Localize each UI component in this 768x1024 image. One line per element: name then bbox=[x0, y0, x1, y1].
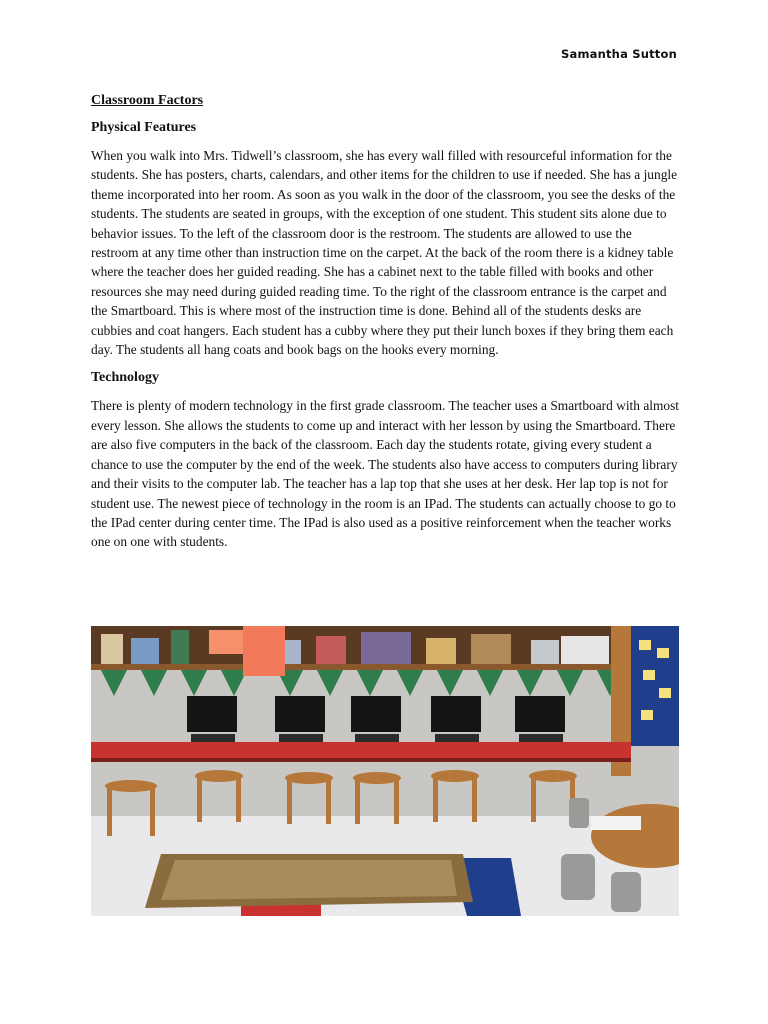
photo-bulletin-board bbox=[631, 626, 679, 746]
document-body bbox=[91, 93, 681, 563]
photo-wall-sign bbox=[243, 626, 285, 676]
classroom-photo bbox=[91, 626, 679, 916]
document-title: Classroom Factors bbox=[91, 93, 204, 108]
photo-shelf-board bbox=[91, 664, 631, 670]
paragraph-technology: There is plenty of modern technology in the first grade classroom. The teacher uses a Smartboard with almost every lesson. She allows the students to come up and interact with her lesson by using the Smartboard. There are also five computers in the back of the classroom. Each day the students rotate, giving every student a chance to use the computer by the end of the week. The students also have access to computers during library and their visits to the computer lab. The teacher has a lap top that she uses at her desk. Her lap top is not for student use. The newest piece of technology in the room is an IPad. The students can actually choose to go to the IPad center during center time. The IPad is also used as a positive reinforcement when the teacher works one on one with students. bbox=[91, 398, 680, 550]
section-heading-technology: Technology bbox=[91, 370, 159, 386]
photo-counter bbox=[91, 742, 631, 758]
section-heading-physical-features: Physical Features bbox=[91, 120, 197, 135]
paragraph-physical-features: When you walk into Mrs. Tidwell’s classroom, she has every wall filled with resourceful information for the students. She has posters, charts, calendars, and other items for the children to use if needed. She has a jungle theme incorporated into her room. As soon as you walk in the door of the classroom, you see the desks of the students. The students are seated in groups, with the exception of one student. This student sits alone due to behavior issues. To the left of the classroom door is the restroom. The students are allowed to use the restroom at any time other than instruction time on the carpet. At the back of the room there is a kidney table where the teacher does her guided reading. She has a cabinet next to the table filled with books and other resources she may need during guided reading time. To the right of the classroom entrance is the carpet and the Smartboard. This is where most of the instruction time is done. Behind all of the students desks are cubbies and coat hangers. Each student has a cubby where they put their lunch boxes if they bring them each day. The students all hang coats and book bags on the hooks every morning. bbox=[91, 148, 678, 358]
author-name: Samantha Sutton bbox=[561, 47, 677, 61]
